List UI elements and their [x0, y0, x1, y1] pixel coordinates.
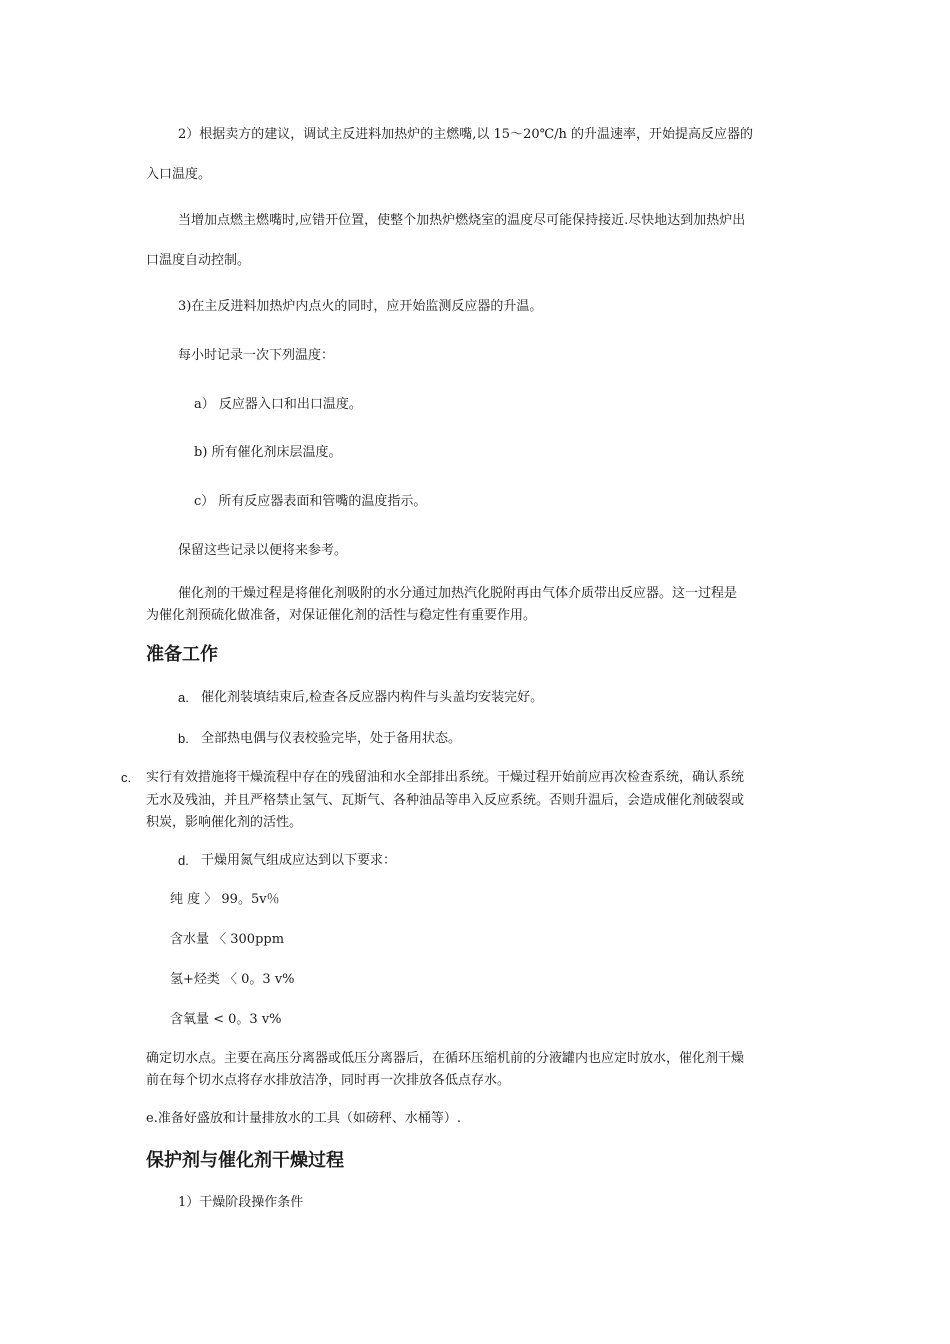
paragraph-drying-line2: 为催化剂预硫化做准备，对保证催化剂的活性与稳定性有重要作用。 [146, 608, 537, 623]
paragraph-hourly-record: 每小时记录一次下列温度： [178, 348, 335, 363]
prep-item-c-line1: 实行有效措施将干燥流程中存在的残留油和水全部排出系统。干燥过程开始前应再次检查系统，确认系统 [146, 770, 745, 785]
paragraph-drain-line1: 确定切水点。主要在高压分离器或低压分离器后，在循环压缩机前的分液罐内也应定时放水，催化剂干燥 [146, 1051, 745, 1066]
list-item-c: c） 所有反应器表面和管嘴的温度指示。 [194, 494, 427, 509]
prep-item-c-line3: 积炭，影响催化剂的活性。 [146, 815, 303, 830]
list-marker-c: c. [121, 770, 132, 785]
prep-item-b: 全部热电偶与仪表校验完毕，处于备用状态。 [201, 731, 462, 746]
paragraph-drain-line2: 前在每个切水点将存水排放洁净，同时再一次排放各低点存水。 [146, 1073, 511, 1088]
prep-item-c-line2: 无水及残油，并且严格禁止氢气、瓦斯气、各种油品等串入反应系统。否则升温后，会造成催化剂破裂或 [146, 793, 745, 808]
spec-water: 含水量 〈 300ppm [170, 932, 285, 947]
drying-step-1: 1）干燥阶段操作条件 [178, 1195, 304, 1210]
spec-oxygen: 含氧量 < 0。3 v% [170, 1012, 282, 1027]
paragraph-burner-line1: 当增加点燃主燃嘴时,应错开位置，使整个加热炉燃烧室的温度尽可能保持接近.尽快地达到加热炉出 [178, 213, 746, 228]
section-heading-drying-process: 保护剂与催化剂干燥过程 [146, 1150, 344, 1171]
section-heading-preparation: 准备工作 [146, 644, 218, 665]
list-item-b: b) 所有催化剂床层温度。 [194, 445, 342, 460]
paragraph-drying-line1: 催化剂的干燥过程是将催化剂吸附的水分通过加热汽化脱附再由气体介质带出反应器。这一过程是 [178, 586, 738, 601]
spec-purity: 纯 度 〉 99。5v％ [170, 892, 280, 907]
paragraph-monitoring: 3)在主反进料加热炉内点火的同时，应开始监测反应器的升温。 [178, 299, 543, 314]
paragraph-burner-line2: 口温度自动控制。 [146, 253, 251, 268]
paragraph-heating-line2: 入口温度。 [146, 167, 212, 182]
spec-hydrocarbons: 氢+烃类 〈 0。3 v% [170, 972, 295, 987]
list-item-a: a） 反应器入口和出口温度。 [194, 397, 362, 412]
list-marker-b: b. [178, 731, 189, 746]
prep-item-d: 干燥用氮气组成应达到以下要求： [201, 853, 397, 868]
paragraph-keep-records: 保留这些记录以便将来参考。 [178, 543, 348, 558]
list-marker-a: a. [178, 690, 189, 705]
prep-item-a: 催化剂装填结束后,检查各反应器内构件与头盖均安装完好。 [201, 690, 544, 705]
list-marker-d: d. [178, 853, 189, 868]
paragraph-heating-line1: 2）根据卖方的建议，调试主反进料加热炉的主燃嘴,以 15～20℃/h 的升温速率，开始提高反应器的 [178, 127, 754, 142]
prep-item-e: e.准备好盛放和计量排放水的工具（如磅秤、水桶等）. [146, 1111, 461, 1126]
